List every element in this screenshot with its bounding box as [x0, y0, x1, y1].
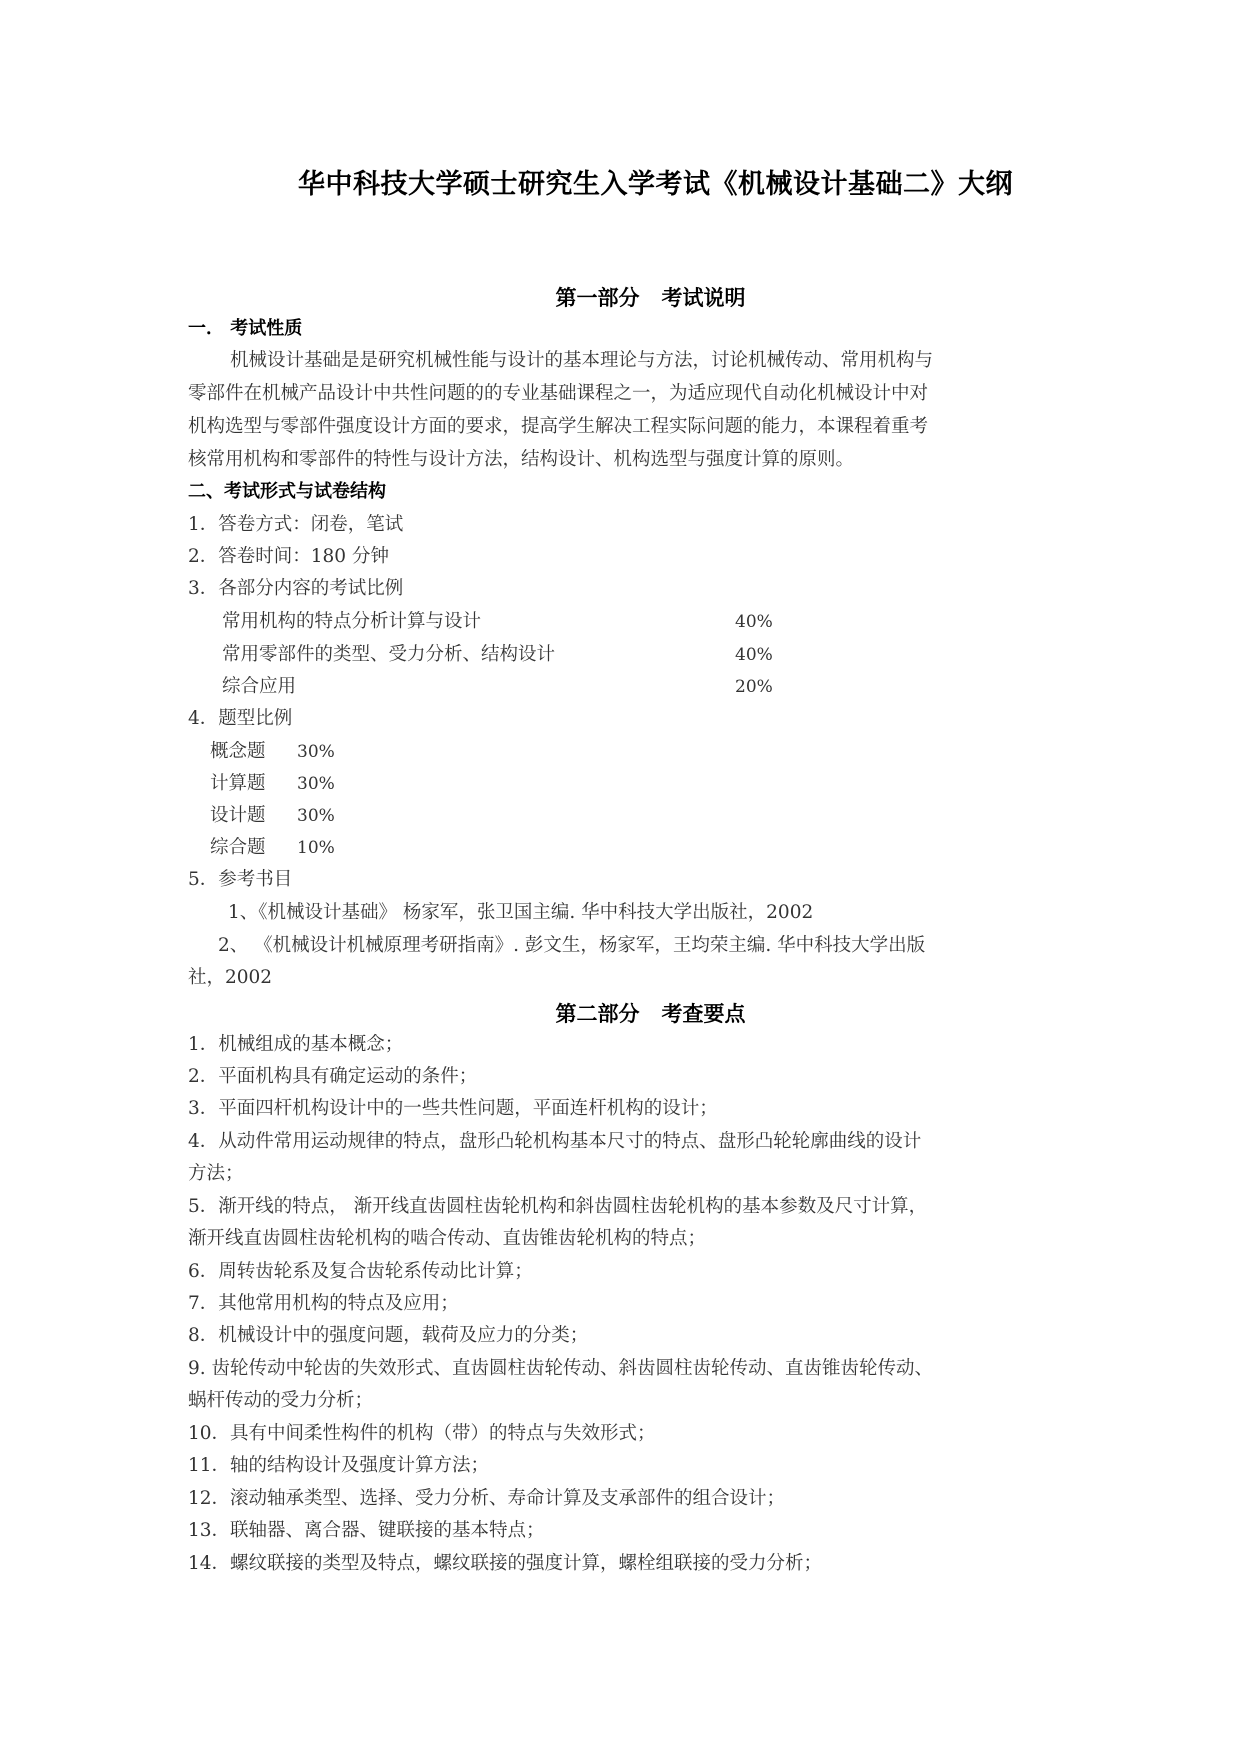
key-point: 5．渐开线的特点， 渐开线直齿圆柱齿轮机构和斜齿圆柱齿轮机构的基本参数及尺寸计算， — [188, 1196, 928, 1217]
key-point: 10．具有中间柔性构件的机构（带）的特点与失效形式； — [188, 1423, 656, 1444]
type-value: 30% — [297, 774, 335, 794]
part1-heading-label: 第一部分 — [555, 286, 640, 310]
ratio-label: 常用零部件的类型、受力分析、结构设计 — [222, 644, 556, 665]
key-point: 12．滚动轴承类型、选择、受力分析、寿命计算及支承部件的组合设计； — [188, 1488, 786, 1509]
reference-1: 1、《机械设计基础》 杨家军，张卫国主编. 华中科技大学出版社，2002 — [228, 902, 814, 923]
reference-2: 2、 《机械设计机械原理考研指南》. 彭文生，杨家军，王均荣主编. 华中科技大学出版 — [218, 935, 926, 956]
ratio-value: 40% — [735, 612, 773, 632]
key-point: 3．平面四杆机构设计中的一些共性问题，平面连杆机构的设计； — [188, 1098, 718, 1119]
type-label: 计算题 — [210, 773, 266, 794]
key-point: 8．机械设计中的强度问题，载荷及应力的分类； — [188, 1325, 589, 1346]
key-point: 9. 齿轮传动中轮齿的失效形式、直齿圆柱齿轮传动、斜齿圆柱齿轮传动、直齿锥齿轮传动、 — [188, 1358, 934, 1379]
content-ratio-item: 3．各部分内容的考试比例 — [188, 578, 404, 599]
section1-title: 一． 考试性质 — [188, 318, 303, 339]
part2-heading-title: 考查要点 — [661, 1002, 746, 1026]
ratio-label: 综合应用 — [222, 676, 297, 697]
question-type-item: 4．题型比例 — [188, 708, 293, 729]
key-point: 1．机械组成的基本概念； — [188, 1034, 404, 1055]
ratio-value: 40% — [735, 645, 773, 665]
key-point: 2．平面机构具有确定运动的条件； — [188, 1066, 478, 1087]
section2-title: 二、考试形式与试卷结构 — [188, 481, 386, 502]
key-point: 7．其他常用机构的特点及应用； — [188, 1293, 459, 1314]
key-point-cont: 方法； — [188, 1163, 244, 1184]
references-item: 5．参考书目 — [188, 869, 293, 890]
exam-time-item: 2．答卷时间：180 分钟 — [188, 546, 389, 567]
type-label: 概念题 — [210, 741, 266, 762]
part1-heading-title: 考试说明 — [661, 286, 746, 310]
type-label: 设计题 — [210, 805, 266, 826]
key-point: 4．从动件常用运动规律的特点，盘形凸轮机构基本尺寸的特点、盘形凸轮轮廓曲线的设计 — [188, 1131, 922, 1152]
key-point-cont: 渐开线直齿圆柱齿轮机构的啮合传动、直齿锥齿轮机构的特点； — [188, 1228, 707, 1249]
part2-heading — [0, 998, 1241, 1028]
key-point: 14．螺纹联接的类型及特点，螺纹联接的强度计算，螺栓组联接的受力分析； — [188, 1553, 823, 1574]
document-title: 华中科技大学硕士研究生入学考试《机械设计基础二》大纲 — [298, 169, 1013, 200]
type-value: 10% — [297, 838, 335, 858]
paragraph-line: 核常用机构和零部件的特性与设计方法，结构设计、机构选型与强度计算的原则。 — [188, 449, 855, 470]
paragraph-line: 零部件在机械产品设计中共性问题的的专业基础课程之一，为适应现代自动化机械设计中对 — [188, 383, 929, 404]
key-point: 11．轴的结构设计及强度计算方法； — [188, 1455, 490, 1476]
type-value: 30% — [297, 806, 335, 826]
part2-heading-label: 第二部分 — [555, 1002, 640, 1026]
paragraph-line: 机构选型与零部件强度设计方面的要求，提高学生解决工程实际问题的能力，本课程着重考 — [188, 416, 929, 437]
reference-2-cont: 社，2002 — [188, 967, 273, 988]
type-label: 综合题 — [210, 837, 266, 858]
key-point-cont: 蜗杆传动的受力分析； — [188, 1390, 374, 1411]
key-point: 13．联轴器、离合器、键联接的基本特点； — [188, 1520, 545, 1541]
ratio-value: 20% — [735, 677, 773, 697]
paragraph-line: 机械设计基础是是研究机械性能与设计的基本理论与方法，讨论机械传动、常用机构与 — [230, 350, 934, 371]
exam-format-item: 1．答卷方式：闭卷，笔试 — [188, 514, 404, 535]
key-point: 6．周转齿轮系及复合齿轮系传动比计算； — [188, 1261, 533, 1282]
ratio-label: 常用机构的特点分析计算与设计 — [222, 611, 482, 632]
type-value: 30% — [297, 742, 335, 762]
part1-heading — [0, 282, 1241, 312]
